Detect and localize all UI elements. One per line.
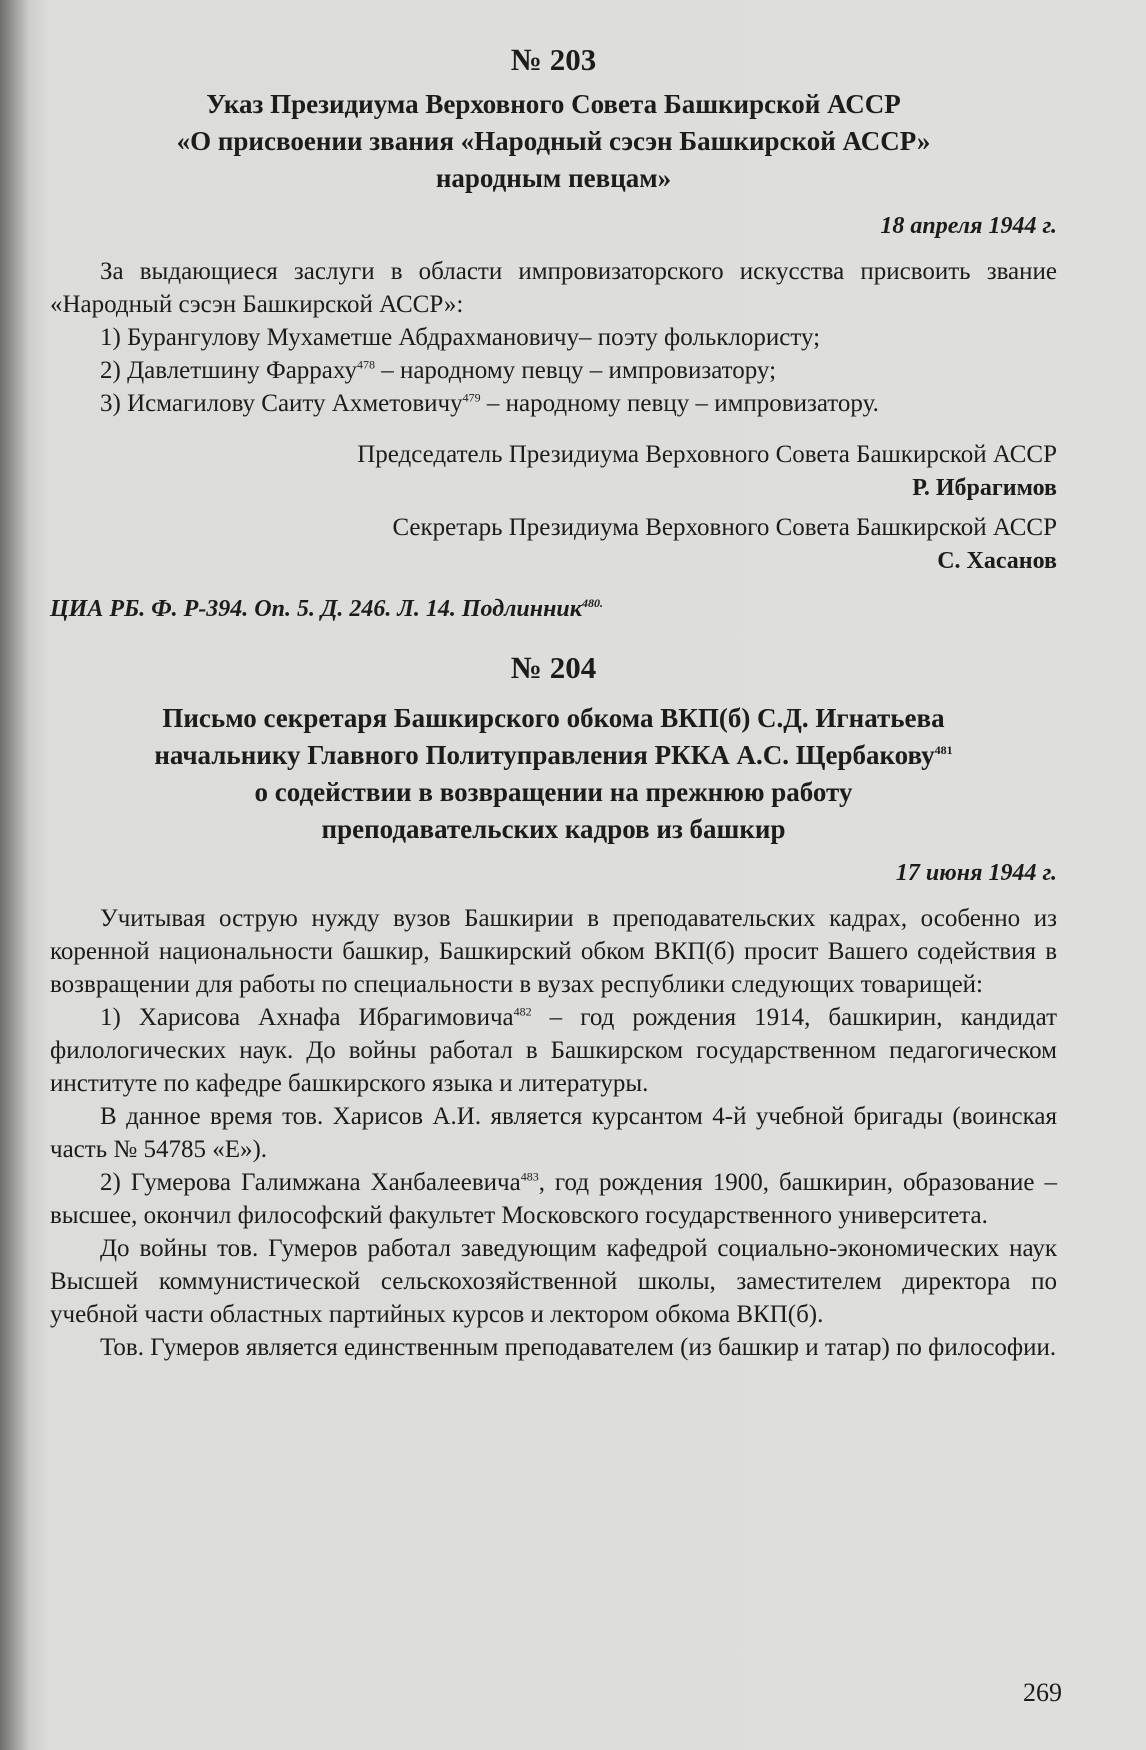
footnote-ref: 480. xyxy=(581,596,603,610)
footnote-ref: 479 xyxy=(462,390,481,405)
doc203-title-line: народным певцам» xyxy=(435,163,672,193)
signature-name: С. Хасанов xyxy=(937,548,1057,574)
doc204-paragraph: В данное время тов. Харисов А.И. является курсантом 4-й учебной бригады (воинская часть № 54785 «Е»). xyxy=(50,1103,1057,1163)
doc203-title-line: «О присвоении звания «Народный сэсэн Башкирской АССР» xyxy=(176,126,931,156)
item-text-rest: – народному певцу – импровизатору; xyxy=(374,357,777,384)
doc204-number: № 204 xyxy=(510,650,597,685)
doc203-item xyxy=(50,354,1057,387)
doc203-item xyxy=(50,387,1057,420)
doc204-paragraph: Учитывая острую нужду вузов Башкирии в преподавательских кадрах, особенно из коренной национальности башкир, Башкирский обком ВКП(б) просит Вашего содействия в возвращении для работы по специальности в вузах республики следующих товарищей: xyxy=(50,905,1057,998)
doc203-number: № 203 xyxy=(510,42,597,77)
doc203-title-line: Указ Президиума Верховного Совета Башкирской АССР xyxy=(206,89,901,119)
doc203-intro: За выдающиеся заслуги в области импровизаторского искусства присвоить звание «Народный сэсэн Башкирской АССР»: xyxy=(50,258,1057,318)
title-text: о содействии в возвращении на прежнюю работу xyxy=(254,777,853,807)
title-text: Письмо секретаря Башкирского обкома ВКП(б) С.Д. Игнатьева xyxy=(162,703,945,733)
page-number: 269 xyxy=(1023,1678,1062,1707)
signature-role: Председатель Президиума Верховного Совета Башкирской АССР xyxy=(357,441,1057,468)
archive-reference xyxy=(50,592,1057,626)
para-text: 2) Гумерова Галимжана Ханбалеевича xyxy=(100,1169,521,1196)
doc203-date: 18 апреля 1944 г. xyxy=(880,213,1057,239)
doc204-title-line xyxy=(50,737,1057,774)
doc204-paragraph xyxy=(50,1001,1057,1100)
doc204-paragraph: До войны тов. Гумеров работал заведующим кафедрой социально-экономических наук Высшей коммунистической сельскохозяйственной школы, заместителем директора по учебной части областных партийных курсов и лектором обкома ВКП(б). xyxy=(50,1235,1057,1328)
page-text xyxy=(50,40,1057,1364)
item-text: 2) Давлетшину Фарраху xyxy=(100,357,357,384)
footnote-ref: 478 xyxy=(356,357,375,372)
signature-name: Р. Ибрагимов xyxy=(912,475,1057,501)
footnote-ref: 483 xyxy=(520,1169,539,1184)
para-text-rest: , год рождения 1900, башкирин, образование – высшее, окончил философский факультет Московского государственного университета. xyxy=(50,1169,1057,1229)
item-text: 1) Бурангулову Мухаметше Абдрахмановичу– поэту фольклористу; xyxy=(100,324,821,351)
para-text: 1) Харисова Ахнафа Ибрагимовича xyxy=(100,1004,514,1031)
doc204-title-line xyxy=(50,811,1057,848)
doc204-paragraph: Тов. Гумеров является единственным преподавателем (из башкир и татар) по философии. xyxy=(100,1334,1057,1361)
signature-role: Секретарь Президиума Верховного Совета Башкирской АССР xyxy=(392,514,1057,541)
doc204-paragraph xyxy=(50,1166,1057,1232)
doc204-date: 17 июня 1944 г. xyxy=(895,860,1057,886)
title-text: начальнику Главного Политуправления РККА А.С. Щербакову xyxy=(154,740,935,770)
doc204-title-line xyxy=(50,774,1057,811)
item-text-rest: – народному певцу – импровизатору. xyxy=(480,390,879,417)
item-text: 3) Исмагилову Саиту Ахметовичу xyxy=(100,390,463,417)
doc203-item xyxy=(50,321,1057,354)
doc204-title-line xyxy=(50,700,1057,737)
footnote-ref: 482 xyxy=(513,1004,532,1019)
title-text: преподавательских кадров из башкир xyxy=(321,814,786,844)
archive-text: ЦИА РБ. Ф. Р-394. Оп. 5. Д. 246. Л. 14. Подлинник xyxy=(50,596,582,622)
footnote-ref: 481 xyxy=(934,743,953,757)
para-text-rest: – год рождения 1914, башкирин, кандидат филологических наук. До войны работал в Башкирском государственном педагогическом институте по кафедре башкирского языка и литературы. xyxy=(50,1004,1057,1097)
